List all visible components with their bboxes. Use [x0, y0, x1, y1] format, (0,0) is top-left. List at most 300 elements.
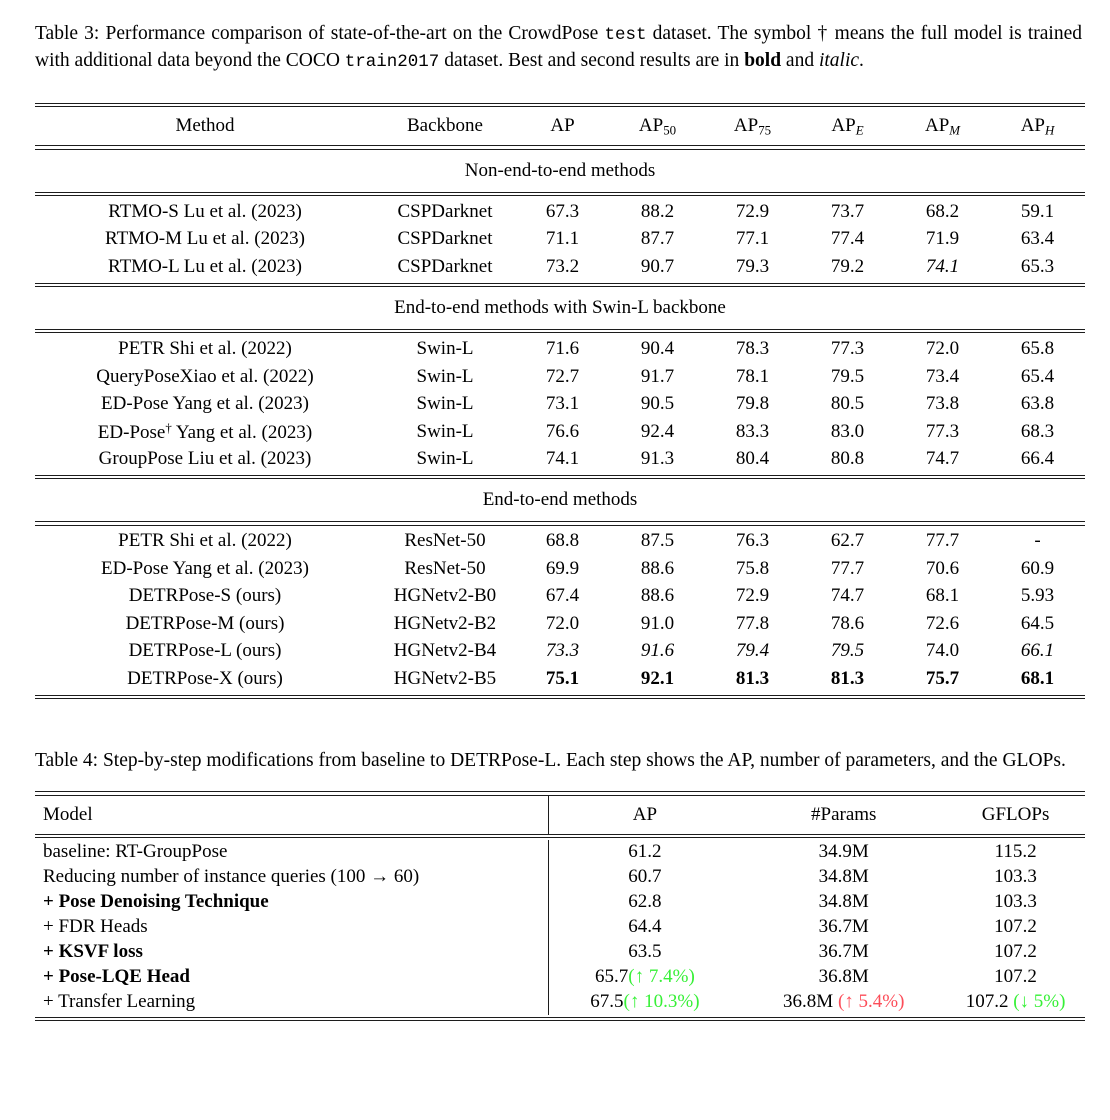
text-segment: QueryPoseXiao et al. (2022) [96, 365, 314, 387]
table-cell [705, 558, 800, 580]
table-row [35, 840, 1085, 865]
text-segment: - [1034, 530, 1041, 552]
rule [35, 695, 1085, 699]
text-segment: 71.6 [545, 338, 580, 360]
text-segment: 65.8 [1020, 338, 1055, 360]
text-segment: 73.2 [545, 255, 580, 277]
table-cell [895, 201, 990, 223]
table-cell [705, 613, 800, 635]
table-cell [515, 228, 610, 250]
table-cell [375, 640, 515, 662]
table-cell [515, 558, 610, 580]
table-cell [515, 393, 610, 415]
text-segment: 92.1 [640, 667, 675, 689]
table-cell [35, 613, 375, 635]
text-segment: bold [744, 50, 782, 71]
table-cell [375, 393, 515, 415]
text-segment: AP [632, 803, 658, 825]
text-segment: dataset. The symbol † means the full model is trained with additional data beyond the COCO [35, 23, 1082, 71]
text-segment: 50 [663, 122, 677, 138]
text-segment: 92.4 [640, 420, 675, 442]
table4-header-cell [548, 796, 742, 834]
text-segment: Swin-L [416, 338, 474, 360]
text-segment: 60.9 [1020, 557, 1055, 579]
text-segment: AP [1020, 114, 1045, 136]
table-cell [946, 991, 1085, 1013]
table-cell [800, 256, 895, 278]
table-cell [610, 256, 705, 278]
table-cell [705, 256, 800, 278]
table-cell [705, 668, 800, 690]
table-cell [800, 585, 895, 607]
text-segment: 66.4 [1020, 448, 1055, 470]
text-segment: + Pose-LQE Head [43, 966, 190, 988]
text-segment: dataset. Best and second results are in [439, 50, 745, 71]
table-cell [35, 420, 375, 444]
table3-row-group [35, 526, 1085, 695]
text-segment: ED-Pose Yang et al. (2023) [101, 557, 309, 579]
table-row [35, 418, 1085, 446]
text-segment: 73.3 [545, 640, 580, 662]
table3-header-cell [610, 115, 705, 139]
text-segment: 68.8 [545, 530, 580, 552]
text-segment: E [855, 122, 864, 138]
table-cell [35, 866, 548, 888]
table-cell [705, 585, 800, 607]
text-segment: DETRPose-S (ours) [128, 585, 282, 607]
text-segment: 34.8M [818, 866, 869, 888]
text-segment: 62.7 [830, 530, 865, 552]
table-cell [35, 558, 375, 580]
table-row [35, 583, 1085, 611]
table-cell [35, 448, 375, 470]
text-segment: 75.7 [925, 667, 960, 689]
table-cell [35, 201, 375, 223]
text-segment: 36.7M [818, 941, 869, 963]
text-segment: HGNetv2-B4 [393, 640, 497, 662]
table-cell [548, 890, 742, 915]
text-segment: 103.3 [994, 891, 1037, 913]
table-cell [610, 640, 705, 662]
table-cell [800, 613, 895, 635]
table3 [35, 103, 1085, 699]
text-segment: Model [43, 803, 93, 825]
table-cell [35, 585, 375, 607]
table-row [35, 445, 1085, 473]
text-segment: 73.1 [545, 393, 580, 415]
table-cell [610, 613, 705, 635]
table-cell [548, 865, 742, 890]
text-segment: 74.1 [925, 255, 960, 277]
text-segment: 90.4 [640, 338, 675, 360]
text-segment: 68.2 [925, 200, 960, 222]
table-cell [990, 530, 1085, 552]
table-cell [548, 965, 742, 990]
text-segment: AP [638, 114, 664, 136]
table3-sections [35, 150, 1085, 699]
table-cell [990, 201, 1085, 223]
table-cell [895, 613, 990, 635]
table-row [35, 915, 1085, 940]
text-segment: CSPDarknet [397, 255, 493, 277]
text-segment: PETR Shi et al. (2022) [118, 338, 292, 360]
table-cell [895, 668, 990, 690]
table-cell [741, 991, 946, 1013]
table-cell [800, 228, 895, 250]
table-row [35, 890, 1085, 915]
table-cell [515, 640, 610, 662]
text-segment: HGNetv2-B0 [393, 585, 497, 607]
table-cell [35, 916, 548, 938]
text-segment: 80.4 [735, 448, 770, 470]
text-segment: 69.9 [545, 557, 580, 579]
table4 [35, 791, 1085, 1021]
text-segment: 81.3 [830, 667, 865, 689]
table-cell [35, 338, 375, 360]
text-segment: RTMO-L Lu et al. (2023) [108, 255, 302, 277]
text-segment: 79.5 [830, 365, 865, 387]
table-cell [705, 640, 800, 662]
text-segment: HGNetv2-B2 [393, 612, 497, 634]
text-segment: DETRPose-M (ours) [125, 612, 285, 634]
text-segment: 88.2 [640, 200, 675, 222]
table-cell [610, 530, 705, 552]
table-cell [515, 530, 610, 552]
table-cell [800, 448, 895, 470]
table-cell [548, 940, 742, 965]
table3-row-group [35, 196, 1085, 283]
table-cell [610, 366, 705, 388]
table3-header-cell [35, 115, 375, 137]
text-segment: 64.5 [1020, 612, 1055, 634]
text-segment: 67.5 [590, 991, 624, 1013]
table-cell [800, 421, 895, 443]
table-cell [705, 530, 800, 552]
text-segment: 107.2 [994, 941, 1037, 963]
table-cell [990, 613, 1085, 635]
text-segment: 77.7 [925, 530, 960, 552]
text-segment: Backbone [407, 115, 483, 137]
text-segment: (↑ 7.4%) [628, 966, 695, 988]
table-cell [800, 366, 895, 388]
table-cell [548, 840, 742, 865]
table-cell [895, 421, 990, 443]
table-cell [515, 668, 610, 690]
text-segment: Swin-L [416, 365, 474, 387]
table-cell [375, 558, 515, 580]
table3-header-cell [375, 115, 515, 137]
table-cell [515, 256, 610, 278]
table-cell [990, 338, 1085, 360]
text-segment: 81.3 [735, 667, 770, 689]
text-segment: 76.6 [545, 420, 580, 442]
table-cell [946, 841, 1085, 863]
text-segment: 80.8 [830, 448, 865, 470]
table-cell [375, 201, 515, 223]
table-row [35, 390, 1085, 418]
table-cell [375, 448, 515, 470]
table-cell [895, 448, 990, 470]
text-segment: Yang et al. (2023) [171, 421, 313, 443]
table-cell [990, 228, 1085, 250]
table-cell [800, 530, 895, 552]
table3-header-cell [895, 115, 990, 139]
table-cell [895, 256, 990, 278]
table-cell [35, 841, 548, 863]
text-segment: 115.2 [994, 841, 1037, 863]
text-segment: italic [818, 50, 860, 71]
table-cell [35, 530, 375, 552]
text-segment: 72.9 [735, 200, 770, 222]
text-segment: † [165, 419, 172, 435]
text-segment: 65.4 [1020, 365, 1055, 387]
text-segment: 72.6 [925, 612, 960, 634]
table-cell [375, 366, 515, 388]
text-segment: 91.6 [640, 640, 675, 662]
text-segment: 103.3 [994, 866, 1037, 888]
text-segment: M [949, 122, 961, 138]
table-cell [800, 393, 895, 415]
table-cell [895, 228, 990, 250]
text-segment: 107.2 [994, 916, 1037, 938]
text-segment: 70.6 [925, 557, 960, 579]
table-cell [515, 585, 610, 607]
text-segment: Reducing number of instance queries (100 → 60) [43, 866, 420, 888]
text-segment: 90.7 [640, 255, 675, 277]
text-segment: 36.8M [818, 966, 869, 988]
table-cell [946, 866, 1085, 888]
table-cell [800, 201, 895, 223]
table-cell [610, 228, 705, 250]
table-row [35, 253, 1085, 281]
text-segment: 79.5 [830, 640, 865, 662]
text-segment: 80.5 [830, 393, 865, 415]
table-row [35, 638, 1085, 666]
text-segment: 74.7 [925, 448, 960, 470]
text-segment: 77.3 [830, 338, 865, 360]
text-segment: and [781, 50, 819, 71]
table-cell [895, 338, 990, 360]
text-segment: 64.4 [628, 916, 662, 938]
table-row [35, 226, 1085, 254]
text-segment: 91.7 [640, 365, 675, 387]
table3-section-title: Non-end-to-end methods [464, 159, 656, 181]
table4-body [35, 838, 1085, 1017]
text-segment: 77.3 [925, 420, 960, 442]
text-segment: 90.5 [640, 393, 675, 415]
text-segment: ED-Pose [97, 421, 166, 443]
text-segment: 76.3 [735, 530, 770, 552]
table4-header-cell [946, 804, 1085, 826]
table-cell [946, 941, 1085, 963]
text-segment: 65.7 [595, 966, 629, 988]
text-segment: CSPDarknet [397, 200, 493, 222]
table-cell [610, 393, 705, 415]
table-cell [375, 585, 515, 607]
text-segment: 74.0 [925, 640, 960, 662]
text-segment: Swin-L [416, 420, 474, 442]
text-segment: DETRPose-L (ours) [128, 640, 282, 662]
text-segment: 78.6 [830, 612, 865, 634]
table-cell [741, 916, 946, 938]
text-segment: 74.7 [830, 585, 865, 607]
text-segment: 77.1 [735, 228, 770, 250]
text-segment: PETR Shi et al. (2022) [118, 530, 292, 552]
text-segment: H [1044, 122, 1055, 138]
text-segment: 34.8M [818, 891, 869, 913]
text-segment: Table 3: Performance comparison of state-of-the-art on the CrowdPose [35, 23, 605, 44]
table-cell [741, 841, 946, 863]
text-segment: GroupPose Liu et al. (2023) [98, 448, 312, 470]
text-segment: 65.3 [1020, 255, 1055, 277]
text-segment: GFLOPs [981, 803, 1050, 825]
table-cell [705, 201, 800, 223]
table-cell [610, 668, 705, 690]
text-segment: 72.0 [545, 612, 580, 634]
text-segment: . [859, 50, 864, 71]
text-segment: 88.6 [640, 585, 675, 607]
table-cell [610, 421, 705, 443]
table3-section-title: End-to-end methods [482, 489, 638, 511]
table-cell [35, 256, 375, 278]
table-cell [705, 421, 800, 443]
table3-section-title: End-to-end methods with Swin-L backbone [394, 297, 726, 319]
text-segment: 67.3 [545, 200, 580, 222]
text-segment: 36.7M [818, 916, 869, 938]
text-segment: (↓ 5%) [1013, 991, 1066, 1013]
text-segment: 36.8M [783, 991, 838, 1013]
text-segment: AP [733, 114, 759, 136]
table4-caption [35, 748, 1082, 774]
table-row [35, 335, 1085, 363]
text-segment: 59.1 [1020, 200, 1055, 222]
table-cell [705, 228, 800, 250]
text-segment: 78.1 [735, 365, 770, 387]
table-cell [990, 256, 1085, 278]
text-segment: (↑ 5.4%) [837, 991, 905, 1013]
text-segment: 63.8 [1020, 393, 1055, 415]
table-cell [515, 448, 610, 470]
table-cell [375, 338, 515, 360]
table4-bottom-rule [35, 1017, 1085, 1021]
table-cell [705, 393, 800, 415]
table-cell [35, 966, 548, 988]
text-segment: 77.7 [830, 557, 865, 579]
text-segment: 79.8 [735, 393, 770, 415]
table-cell [990, 393, 1085, 415]
table-cell [515, 366, 610, 388]
table-cell [515, 338, 610, 360]
table-cell [35, 640, 375, 662]
table3-header-row [35, 107, 1085, 145]
text-segment: 72.9 [735, 585, 770, 607]
table-row [35, 865, 1085, 890]
text-segment: baseline: RT-GroupPose [43, 841, 228, 863]
text-segment: Table 4: Step-by-step modifications from baseline to DETRPose-L. Each step shows the AP, number of parameters, and the GLOPs. [35, 750, 1066, 772]
table-cell [990, 668, 1085, 690]
table-row [35, 665, 1085, 693]
text-segment: + Transfer Learning [43, 991, 196, 1013]
table-cell [741, 966, 946, 988]
table-cell [990, 366, 1085, 388]
table-cell [705, 338, 800, 360]
text-segment: 62.8 [628, 891, 662, 913]
table3-header-cell [705, 115, 800, 139]
text-segment: 91.0 [640, 612, 675, 634]
table-cell [800, 640, 895, 662]
table3-header-cell [990, 115, 1085, 139]
text-segment: 79.4 [735, 640, 770, 662]
text-segment: 88.6 [640, 557, 675, 579]
table-cell [946, 916, 1085, 938]
text-segment: 66.1 [1020, 640, 1055, 662]
text-segment: train2017 [344, 52, 440, 72]
table-row [35, 940, 1085, 965]
table-cell [800, 668, 895, 690]
text-segment: 71.1 [545, 228, 580, 250]
text-segment: 78.3 [735, 338, 770, 360]
table-row [35, 965, 1085, 990]
table-row [35, 610, 1085, 638]
table-cell [741, 891, 946, 913]
table4-header-row [35, 796, 1085, 834]
table-cell [35, 668, 375, 690]
text-segment: 63.5 [628, 941, 662, 963]
table-cell [705, 366, 800, 388]
text-segment: 79.2 [830, 255, 865, 277]
table-cell [610, 585, 705, 607]
table-cell [35, 991, 548, 1013]
table-cell [375, 613, 515, 635]
text-segment: 75.1 [545, 667, 580, 689]
text-segment: ED-Pose Yang et al. (2023) [101, 393, 309, 415]
text-segment: Swin-L [416, 393, 474, 415]
table-cell [35, 891, 548, 913]
table3-header-cell [800, 115, 895, 139]
text-segment: 77.8 [735, 612, 770, 634]
table-cell [990, 585, 1085, 607]
text-segment: 107.2 [994, 966, 1037, 988]
text-segment: 68.3 [1020, 420, 1055, 442]
text-segment: 34.9M [818, 841, 869, 863]
table-cell [990, 558, 1085, 580]
text-segment: RTMO-M Lu et al. (2023) [105, 228, 305, 250]
table-cell [946, 966, 1085, 988]
table-cell [548, 990, 742, 1015]
table-cell [35, 393, 375, 415]
table-cell [610, 448, 705, 470]
text-segment: AP [924, 114, 950, 136]
text-segment: 83.3 [735, 420, 770, 442]
table-row [35, 990, 1085, 1015]
table-cell [515, 613, 610, 635]
text-segment: 107.2 [965, 991, 1014, 1013]
table-cell [895, 530, 990, 552]
text-segment: + KSVF loss [43, 941, 143, 963]
table-cell [990, 448, 1085, 470]
table-cell [35, 941, 548, 963]
table-cell [610, 558, 705, 580]
text-segment: 72.7 [545, 365, 580, 387]
table-cell [895, 585, 990, 607]
table-cell [515, 201, 610, 223]
text-segment: RTMO-S Lu et al. (2023) [108, 200, 302, 222]
table-cell [375, 256, 515, 278]
table3-row-group [35, 333, 1085, 475]
table-cell [895, 366, 990, 388]
table-cell [895, 393, 990, 415]
table-cell [35, 228, 375, 250]
